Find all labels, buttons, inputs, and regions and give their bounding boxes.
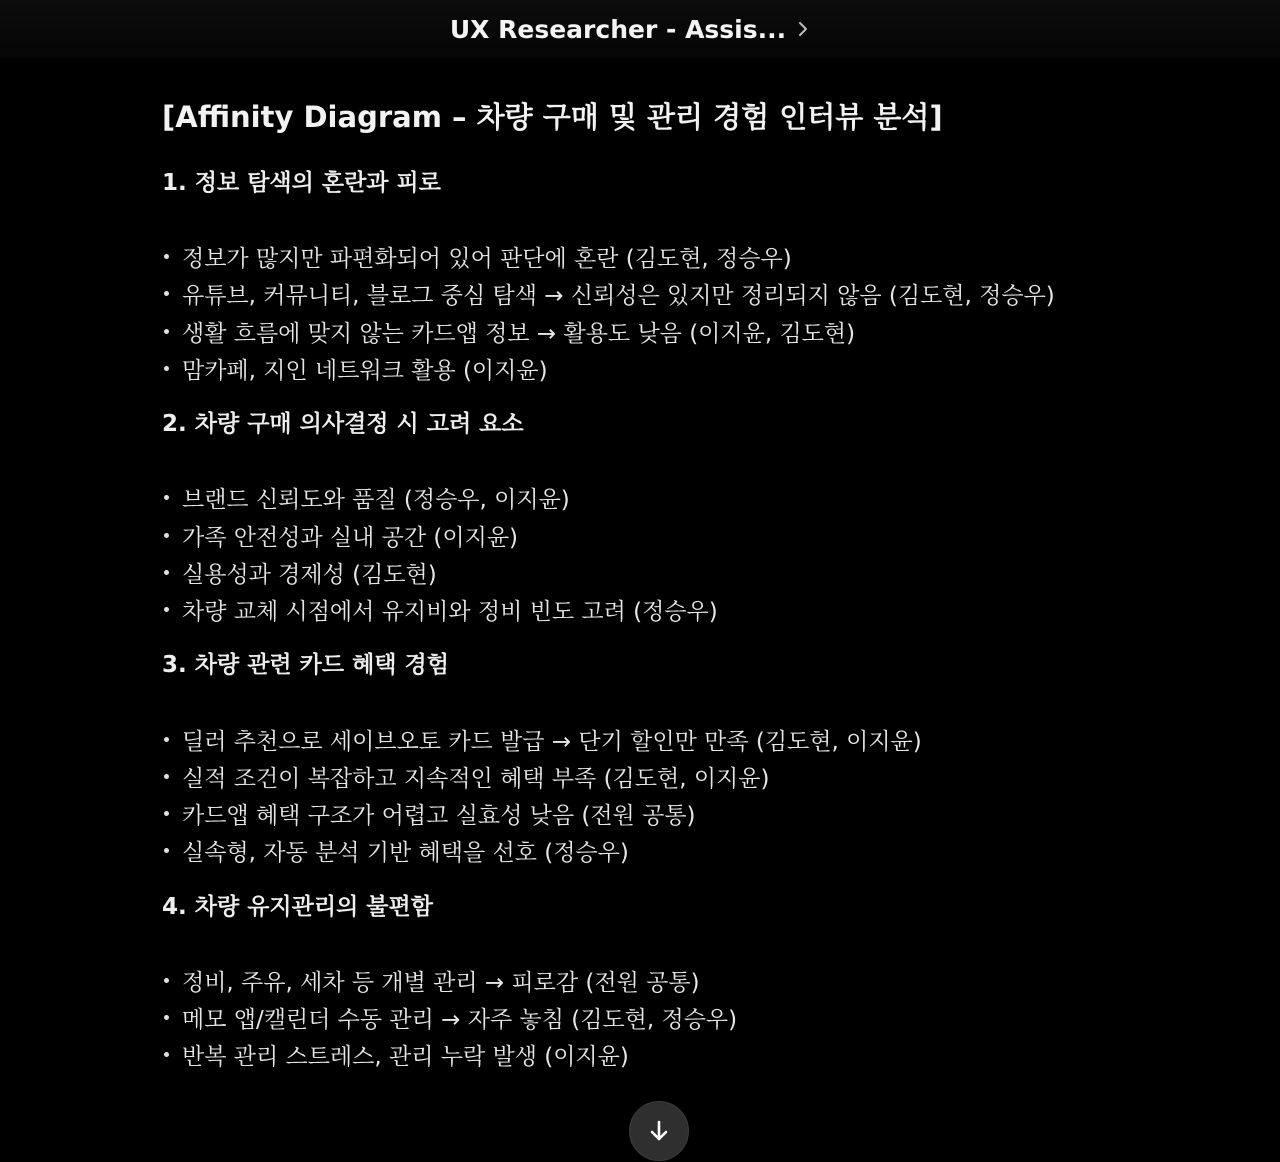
list-item-text: 브랜드 신뢰도와 품질 (정승우, 이지윤) [182,487,570,514]
assistant-title: UX Researcher - Assis... [449,14,787,44]
chevron-right-icon [798,21,808,37]
list-item-text: 맘카페, 지인 네트워크 활용 (이지윤) [182,358,548,385]
list-item [162,758,1162,795]
section-2 [162,405,1162,628]
list-item [162,238,1162,275]
list-item [162,350,1162,387]
list-item-text: 실속형, 자동 분석 기반 혜택을 선호 (정승우) [182,840,629,867]
list-item-text: 생활 흐름에 맞지 않는 카드앱 정보 → 활용도 낮음 (이지윤, 김도현) [182,320,856,347]
list-item [162,479,1162,516]
list-item [162,516,1162,553]
list-item-text: 실적 조건이 복잡하고 지속적인 혜택 부족 (김도현, 이지윤) [182,765,770,792]
bullet-list [162,720,1162,869]
scroll-to-bottom-button[interactable] [629,1101,689,1161]
list-item-text: 반복 관리 스트레스, 관리 누락 발생 (이지윤) [182,1044,629,1071]
bullet-icon [164,737,169,742]
bullet-icon [164,291,169,296]
message-content [162,88,1162,1073]
document-title: [Affinity Diagram – 차량 구매 및 관리 경험 인터뷰 분석] [162,100,943,134]
list-item [162,795,1162,832]
bullet-icon [164,533,169,538]
list-item [162,591,1162,628]
list-item-text: 차량 교체 시점에서 유지비와 정비 빈도 고려 (정승우) [182,599,718,626]
list-item [162,962,1162,999]
list-item [162,999,1162,1036]
section-3 [162,646,1162,869]
bullet-icon [164,848,169,853]
section-heading: 4. 차량 유지관리의 불편함 [162,893,433,920]
bullet-list [162,238,1162,387]
bullet-icon [164,495,169,500]
bullet-icon [164,978,169,983]
list-item-text: 정비, 주유, 세차 등 개별 관리 → 피로감 (전원 공통) [182,969,700,996]
section-4 [162,888,1162,1074]
bullet-icon [164,329,169,334]
list-item [162,832,1162,869]
bullet-icon [164,811,169,816]
list-item [162,313,1162,350]
bullet-icon [164,254,169,259]
bullet-list [162,962,1162,1074]
list-item-text: 정보가 많지만 파편화되어 있어 판단에 혼란 (김도현, 정승우) [182,246,792,273]
bullet-icon [164,366,169,371]
list-item-text: 실용성과 경제성 (김도현) [182,561,437,588]
bullet-icon [164,570,169,575]
list-item-text: 가족 안전성과 실내 공간 (이지윤) [182,524,519,551]
section-heading: 1. 정보 탐색의 혼란과 피로 [162,170,441,196]
section-heading: 3. 차량 관련 카드 혜택 경험 [162,652,449,679]
list-item [162,720,1162,757]
bullet-icon [164,774,169,779]
bullet-icon [164,607,169,612]
arrow-down-icon [648,1119,670,1143]
list-item-text: 유튜브, 커뮤니티, 블로그 중심 탐색 → 신뢰성은 있지만 정리되지 않음 (김도현, 정승우) [182,283,1055,310]
section-1 [162,164,1162,387]
list-item [162,1036,1162,1073]
assistant-title-button[interactable] [450,15,808,44]
section-heading: 2. 차량 구매 의사결정 시 고려 요소 [162,411,524,438]
app-header [0,0,1280,58]
bullet-icon [164,1052,169,1057]
list-item [162,554,1162,591]
list-item-text: 딜러 추천으로 세이브오토 카드 발급 → 단기 할인만 만족 (김도현, 이지윤) [182,728,922,755]
list-item-text: 카드앱 혜택 구조가 어렵고 실효성 낮음 (전원 공통) [182,803,696,830]
bullet-icon [164,1015,169,1020]
list-item [162,275,1162,312]
list-item-text: 메모 앱/캘린더 수동 관리 → 자주 놓침 (김도현, 정승우) [182,1007,738,1033]
bullet-list [162,479,1162,628]
